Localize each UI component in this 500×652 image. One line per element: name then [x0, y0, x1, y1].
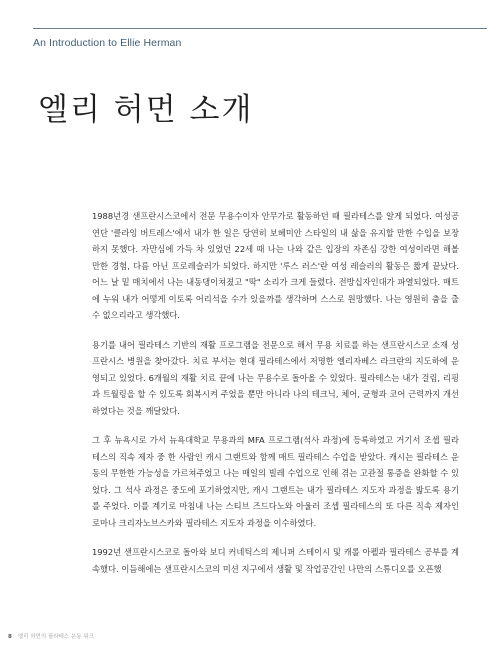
body-text — [92, 208, 459, 590]
page-number: 8 — [8, 634, 12, 640]
paragraph: 1992년 샌프란시스코로 돌아와 보디 커네틱스의 제니퍼 스테이시 및 캐롤 아펠과 필라테스 공부를 계속했다. 이듬해에는 샌프란시스코의 미션 지구에서 생활 및 작업공간인 나만의 스튜디오를 오픈했 — [92, 547, 459, 574]
paragraph: 용기를 내어 필라테스 기반의 재활 프로그램을 전문으로 해서 무용 치료를 하는 샌프란시스코 소재 성프란시스 병원을 찾아갔다. 치료 부서는 현대 필라테스에서 저명한 엘리자베스 라크란의 지도하에 운영되고 있었다. 6개월의 재활 치료 끝에 나는 무용수로 돌아올 수 있었다. 필라테스는 내가 걸림, 리핑과 트월링을 할 수 있도록 회복시켜 주었을 뿐만 아니라 나의 테크닉, 체어, 균형과 코어 근력까지 개선하였다는 것을 깨달았다. — [92, 339, 459, 416]
page-footer — [8, 632, 94, 640]
running-title: 엘리 허먼의 필라테스 운동 워크 — [17, 634, 94, 640]
section-label: An Introduction to Ellie Herman — [33, 37, 182, 49]
page-title: 엘리 허먼 소개 — [38, 92, 254, 128]
paragraph: 그 후 뉴욕시로 가서 뉴욕대학교 무용과의 MFA 프로그램(석사 과정)에 등록하였고 거기서 조셉 필라테스의 직속 제자 중 한 사람인 캐시 그랜트와 함께 매트 필라테스 수업을 받았다. 캐시는 필라테스 운동의 무한한 가능성을 가르쳐주었고 나는 매일의 빌레 수업으로 인해 겪는 고관절 통증을 완화할 수 있었다. 그 석사 과정은 중도에 포기하였지만, 캐시 그랜트는 내가 필라테스 지도자 과정을 밟도록 용기를 주었다. 이를 계기로 마침내 나는 스티브 즈드다노와 아울러 조셉 필라테스의 또 다른 직속 제자인 로마나 크리자노브스카와 필라테스 지도자 과정을 이수하였다. — [92, 435, 459, 528]
paragraph: 1988년경 샌프란시스코에서 전문 무용수이자 안무가로 활동하던 때 필라테스를 알게 되었다. 여성공연단 '클라잉 버트레스'에서 내가 한 일은 당연히 보헤미안 스타일의 내 삶을 유지할 만한 수입을 보장하지 못했다. 자만심에 가득 차 있었던 22세 때 나는 나와 같은 입장의 자존심 강한 여성이라면 해볼 만한 경험, 다름 아닌 프로레슬러가 되었다. 하지만 '루스 러스'란 여성 레슬러의 활동은 짧게 끝났다. 어느 날 밑 매치에서 나는 내동댕이쳐졌고 "딱" 소리가 크게 들렸다. 전방십자인대가 파열되었다. 매트에 누워 내가 어떻게 이토록 어리석을 수가 있을까를 생각하며 스스로 원망했다. 나는 영원히 춤을 출 수 없으리라고 생각했다. — [92, 211, 459, 320]
header-rule — [33, 28, 487, 29]
